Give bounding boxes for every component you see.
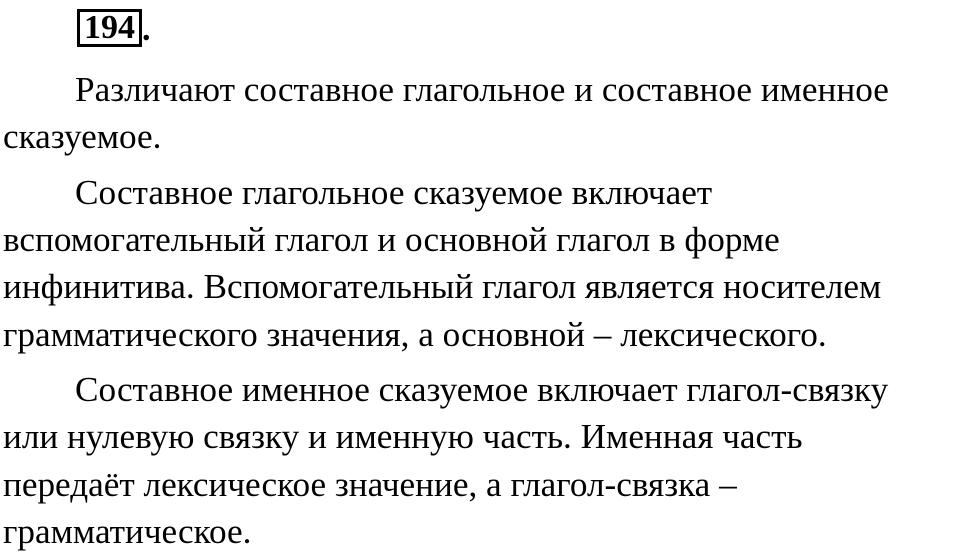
text-line: грамматическое. <box>3 512 252 552</box>
paragraph-2 <box>3 169 960 359</box>
exercise-number: 194 <box>77 9 142 47</box>
text-line: Составное глагольное сказуемое включает <box>75 172 713 212</box>
text-line: или нулевую связку и именную часть. Именная часть <box>3 417 803 457</box>
text-line: инфинитива. Вспомогательный глагол является носителем <box>3 267 882 307</box>
text-line: сказуемое. <box>3 117 162 157</box>
paragraph-1 <box>3 66 960 161</box>
text-line: вспомогательный глагол и основной глагол в форме <box>3 220 780 260</box>
text-line: Различают составное глагольное и составное именное <box>75 70 889 109</box>
exercise-text <box>3 66 960 556</box>
text-line: грамматического значения, а основной – лексического. <box>3 314 827 354</box>
paragraph-3 <box>3 366 960 556</box>
text-line: передаёт лексическое значение, а глагол-связка – <box>3 464 737 504</box>
text-line: Составное именное сказуемое включает глагол-связку <box>75 370 889 410</box>
exercise-header <box>77 3 151 47</box>
exercise-number-dot: . <box>142 11 151 48</box>
